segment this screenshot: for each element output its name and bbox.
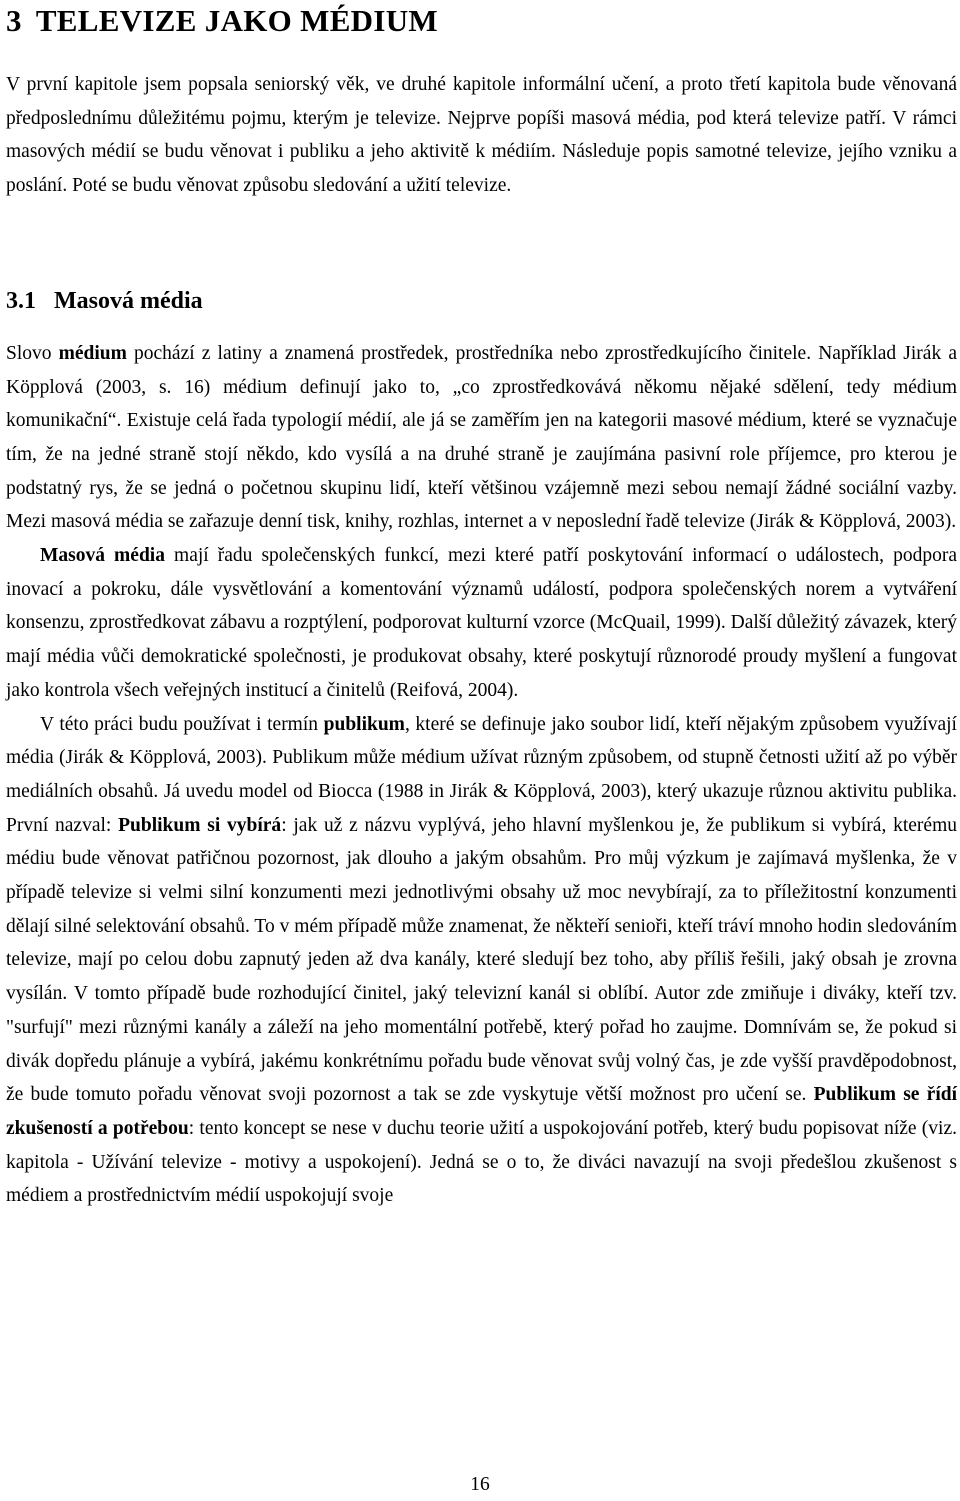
term-audience-chooses: Publikum si vybírá: [118, 814, 282, 836]
section-title: Masová média: [54, 287, 203, 314]
paragraph-mass-media-functions: [6, 539, 957, 708]
paragraph-audience: [6, 708, 957, 1214]
text-run: : tento koncept se nese v duchu teorie užití a uspokojování potřeb, který budu popisovat níže (viz. kapitola - Užívání televize - motivy a uspokojení). Jedná se o to, že diváci navazují na svoji předešlou zkušenost s médiem a prostřednictvím médií uspokojují svoje: [6, 1117, 957, 1207]
text-run: pochází z latiny a znamená prostředek, prostředníka nebo zprostředkujícího činitele. Například Jirák a Köpplová (2003, s. 16) médium definují jako to, „co zprostředkovává někomu nějaké sdělení, tedy médium komunikační“. Existuje celá řada typologií médií, ale já se zaměřím jen na kategorii masové médium, které se vyznačuje tím, že na jedné straně stojí někdo, kdo vysílá a na druhé straně je zaujímána pasivní role příjemce, pro kterou je podstatný rys, že se jedná o početnou skupinu lidí, kteří většinou vzájemně mezi sebou nemají žádné sociální vazby. Mezi masová média se zařazuje denní tisk, knihy, rozhlas, internet a v neposlední řadě televize (Jirák & Köpplová, 2003).: [6, 342, 957, 533]
section-number: 3.1: [6, 287, 36, 314]
intro-paragraph: V první kapitole jsem popsala seniorský věk, ve druhé kapitole informální učení, a proto třetí kapitola bude věnovaná předposlednímu důležitému pojmu, kterým je televize. Nejprve popíši masová média, pod která televize patří. V rámci masových médií se budu věnovat i publiku a jeho aktivitě k médiím. Následuje popis samotné televize, jejího vzniku a poslání. Poté se budu věnovat způsobu sledování a užití televize.: [6, 74, 957, 197]
term-audience: publikum: [323, 713, 405, 735]
page-number: 16: [470, 1474, 490, 1495]
term-audience-experience-need: Publikum se řídí zkušeností a potřebou: [6, 1084, 957, 1139]
text-run: Slovo: [6, 342, 59, 364]
section-heading: [6, 283, 957, 329]
chapter-number: 3: [6, 3, 22, 38]
text-run: mají řadu společenských funkcí, mezi které patří poskytování informací o událostech, podpora inovací a pokroku, dále vysvětlování a komentování významů událostí, podpora společenských norem a vytváření konsenzu, zprostředkovat zábavu a rozptýlení, podporovat kulturní vzorce (McQuail, 1999). Další důležitý závazek, který mají média vůči demokratické společnosti, je produkovat obsahy, které poskytují různorodé proudy myšlení a fungovat jako kontrola všech veřejných institucí a činitelů (Reifová, 2004).: [6, 545, 958, 701]
chapter-title: TELEVIZE JAKO MÉDIUM: [35, 3, 438, 38]
term-mass-media: Masová média: [40, 545, 165, 567]
term-medium: médium: [58, 342, 127, 364]
text-run: : jak už z názvu vyplývá, jeho hlavní myšlenkou je, že publikum si vybírá, kterému médiu bude věnovat patřičnou pozornost, jak dlouho a jakým obsahům. Pro můj výzkum je zajímavá myšlenka, že v případě televize si velmi silní konzumenti mezi jednotlivými obsahy už moc nevybírají, za to příležitostní konzumenti dělají silné selektování obsahů. To v mém případě může znamenat, že někteří senioři, kteří tráví mnoho hodin sledováním televize, mají po celou dobu zapnutý jeden až dva kanály, které sledují bez toho, aby příliš řešili, jaký obsah je zrovna vysílán. V tomto případě bude rozhodující činitel, jaký televizní kanál si oblíbí. Autor zde zmiňuje i diváky, kteří tzv. "surfují" mezi různými kanály a záleží na jeho momentální potřebě, který pořad ho zaujme. Domnívám se, že pokud si divák dopředu plánuje a vybírá, jakému konkrétnímu pořadu bude věnovat svůj volný čas, je zde vyšší pravděpodobnost, že bude tomuto pořadu věnovat svoji pozornost a tak se zde vyskytuje větší možnost pro učení se.: [6, 814, 957, 1106]
document-page: [6, 0, 957, 1213]
text-run: V této práci budu používat i termín: [40, 713, 324, 735]
chapter-heading: [6, 0, 957, 50]
paragraph-medium-definition: [6, 337, 957, 539]
text-run: , které se definuje jako soubor lidí, kteří nějakým způsobem využívají média (Jirák & Köpplová, 2003). Publikum může médium užívat různým způsobem, od stupně četnosti užití až po výběr mediálních obsahů. Já uvedu model od Biocca (1988 in Jirák & Köpplová, 2003), který ukazuje různou aktivitu publika. První nazval:: [6, 713, 957, 836]
